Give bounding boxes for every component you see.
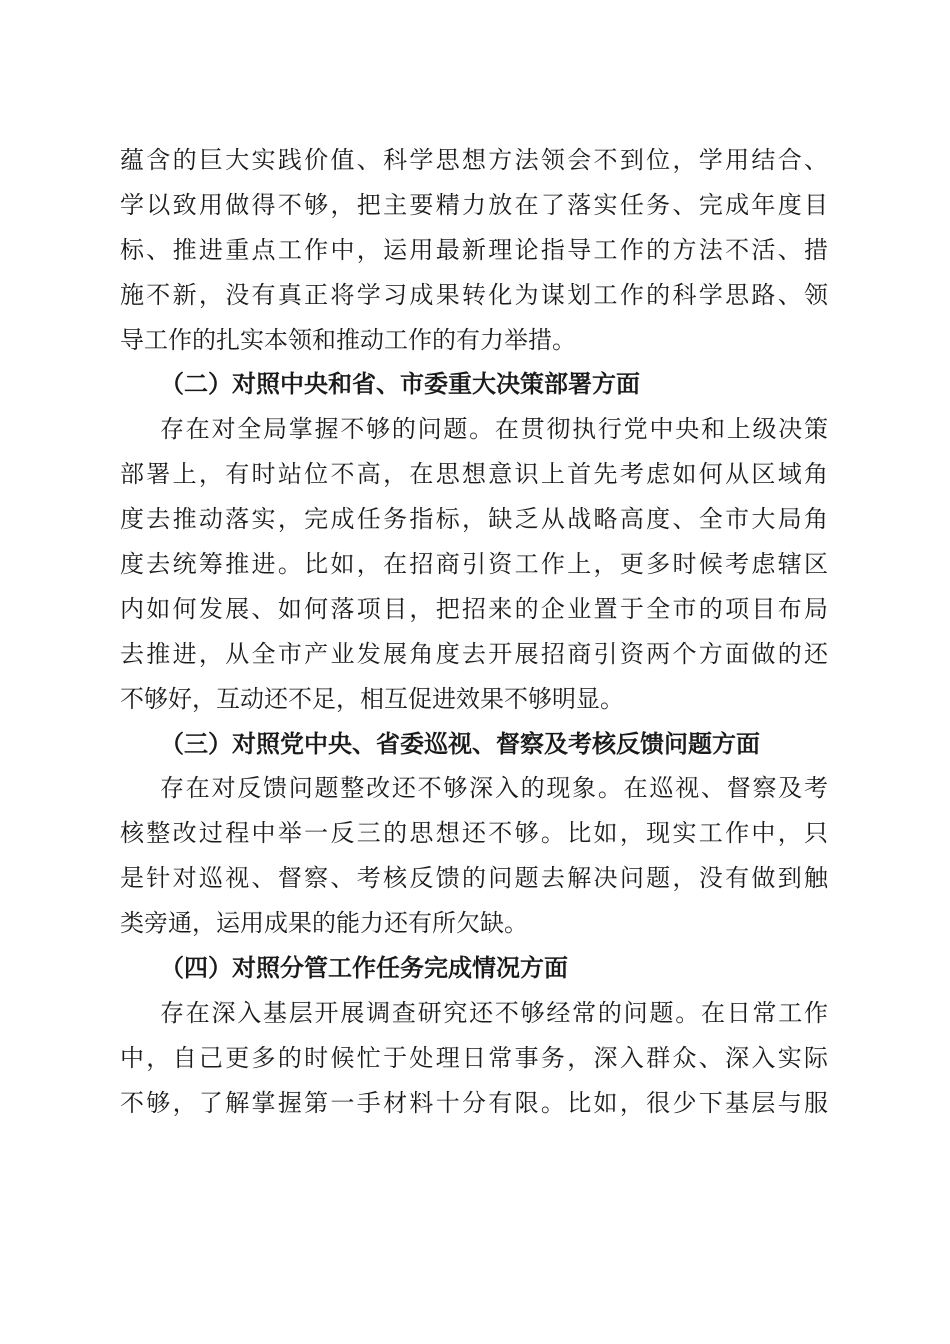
paragraph-line: 存在深入基层开展调查研究还不够经常的问题。在日常工作 [160,998,828,1027]
paragraph-line: 核整改过程中举一反三的思想还不够。比如，现实工作中，只 [120,819,828,848]
paragraph-line: 中，自己更多的时候忙于处理日常事务，深入群众、深入实际 [120,1043,828,1072]
paragraph-line: 存在对全局掌握不够的问题。在贯彻执行党中央和上级决策 [160,415,828,444]
paragraph-line: 度去统筹推进。比如，在招商引资工作上，更多时候考虑辖区 [120,550,828,579]
paragraph-line: 内如何发展、如何落项目，把招来的企业置于全市的项目布局 [120,594,828,623]
paragraph-line: 是针对巡视、督察、考核反馈的问题去解决问题，没有做到触 [120,864,828,893]
paragraph-line: 不够好，互动还不足，相互促进效果不够明显。 [120,684,624,713]
paragraph-line: 度去推动落实，完成任务指标，缺乏从战略高度、全市大局角 [120,505,828,534]
paragraph-line: 蕴含的巨大实践价值、科学思想方法领会不到位，学用结合、 [120,146,828,174]
paragraph-line: 去推进，从全市产业发展角度去开展招商引资两个方面做的还 [120,639,828,668]
section-heading-2: （二）对照中央和省、市委重大决策部署方面 [160,369,640,399]
document-body [120,138,828,1126]
paragraph-line: 部署上，有时站位不高，在思想意识上首先考虑如何从区域角 [120,460,828,489]
paragraph-line: 标、推进重点工作中，运用最新理论指导工作的方法不活、措 [120,235,828,264]
paragraph-line: 不够，了解掌握第一手材料十分有限。比如，很少下基层与服 [120,1088,828,1117]
paragraph-line: 类旁通，运用成果的能力还有所欠缺。 [120,909,528,938]
paragraph-line: 学以致用做得不够，把主要精力放在了落实任务、完成年度目 [120,190,828,219]
paragraph-line: 施不新，没有真正将学习成果转化为谋划工作的科学思路、领 [120,280,828,309]
paragraph-line: 导工作的扎实本领和推动工作的有力举措。 [120,325,576,354]
section-heading-3: （三）对照党中央、省委巡视、督察及考核反馈问题方面 [160,728,760,758]
paragraph-line: 存在对反馈问题整改还不够深入的现象。在巡视、督察及考 [160,774,828,803]
section-heading-4: （四）对照分管工作任务完成情况方面 [160,953,568,983]
